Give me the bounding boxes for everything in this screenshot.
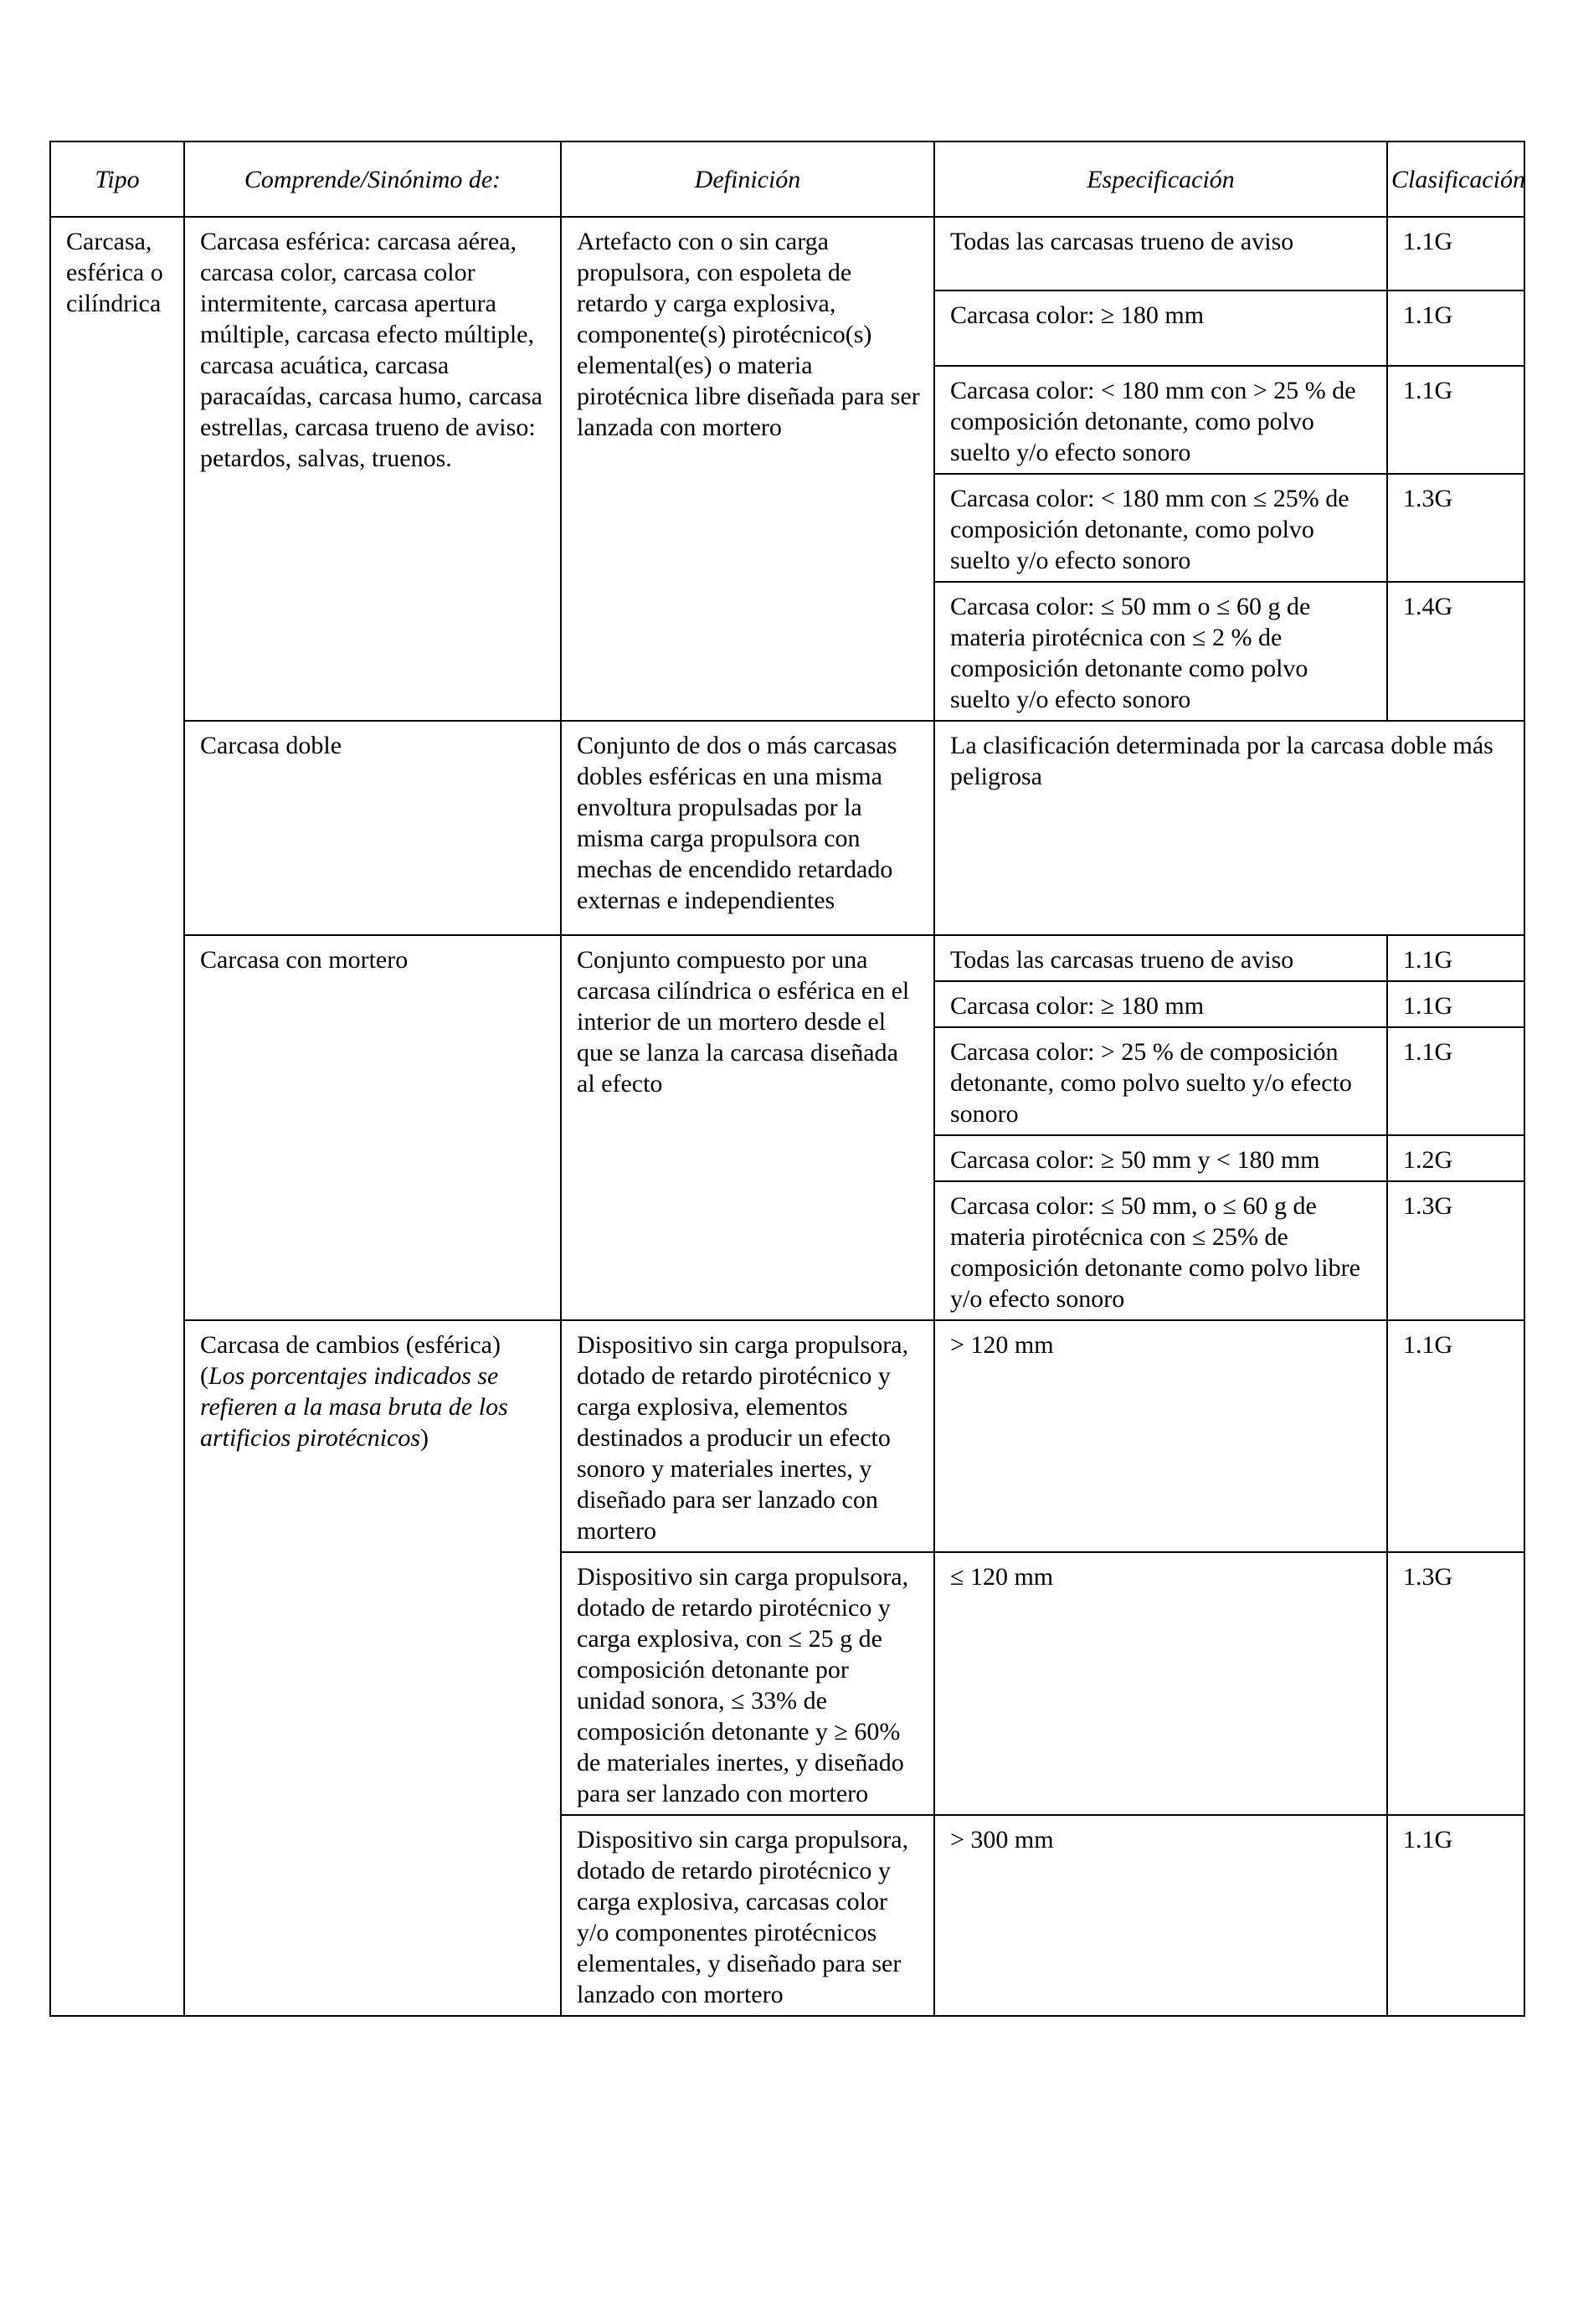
spec-cell: Carcasa color: < 180 mm con ≤ 25% de composición detonante, como polvo suelto y/o efecto sonoro [934, 474, 1387, 582]
header-tipo: Tipo [50, 141, 184, 217]
spec-cell: > 300 mm [934, 1815, 1387, 2016]
tipo-cell: Carcasa, esférica o cilíndrica [50, 217, 184, 2016]
note-italic-text: Los porcentajes indicados se refieren a la masa bruta de los artificios pirotécnicos [200, 1362, 508, 1452]
spec-cell: Todas las carcasas trueno de aviso [934, 217, 1387, 290]
clasificacion-cell: 1.1G [1387, 217, 1524, 290]
clasificacion-cell: 1.4G [1387, 582, 1524, 721]
table-row [50, 217, 1524, 290]
header-clasificacion: Clasificación [1387, 141, 1524, 217]
header-definicion: Definición [561, 141, 934, 217]
comprende-cell: Carcasa con mortero [184, 935, 561, 1320]
comprende-cell: Carcasa esférica: carcasa aérea, carcasa color, carcasa color intermitente, carcasa apertura múltiple, carcasa efecto múltiple, carcasa acuática, carcasa paracaídas, carcasa humo, carcasa estrellas, carcasa trueno de aviso: petardos, salvas, truenos. [184, 217, 561, 721]
definicion-cell: Conjunto de dos o más carcasas dobles esféricas en una misma envoltura propulsadas por la misma carga propulsora con mechas de encendido retardado externas e independientes [561, 721, 934, 935]
header-comprende: Comprende/Sinónimo de: [184, 141, 561, 217]
comprende-cell: Carcasa doble [184, 721, 561, 935]
table-row [50, 1320, 1524, 1552]
clasificacion-cell: 1.2G [1387, 1135, 1524, 1181]
note-open-paren: ( [200, 1362, 208, 1390]
note-close-paren: ) [420, 1424, 429, 1452]
spec-cell: Carcasa color: ≥ 180 mm [934, 981, 1387, 1027]
spec-cell: Carcasa color: ≥ 180 mm [934, 290, 1387, 366]
clasificacion-cell: 1.3G [1387, 1552, 1524, 1815]
table-row [50, 721, 1524, 935]
clasificacion-cell: 1.1G [1387, 1027, 1524, 1135]
header-row [50, 141, 1524, 217]
definicion-cell: Artefacto con o sin carga propulsora, con espoleta de retardo y carga explosiva, componente(s) pirotécnico(s) elemental(es) o materia pirotécnica libre diseñada para ser lanzada con mortero [561, 217, 934, 721]
clasificacion-cell: 1.1G [1387, 290, 1524, 366]
clasificacion-cell: 1.1G [1387, 366, 1524, 474]
comprende-note [200, 1360, 547, 1453]
spec-cell: Carcasa color: ≥ 50 mm y < 180 mm [934, 1135, 1387, 1181]
spec-cell: Carcasa color: ≤ 50 mm, o ≤ 60 g de materia pirotécnica con ≤ 25% de composición detonante como polvo libre y/o efecto sonoro [934, 1181, 1387, 1320]
merged-spec-cell: La clasificación determinada por la carcasa doble más peligrosa [934, 721, 1524, 935]
definicion-cell: Dispositivo sin carga propulsora, dotado de retardo pirotécnico y carga explosiva, elementos destinados a producir un efecto sonoro y materiales inertes, y diseñado para ser lanzado con mortero [561, 1320, 934, 1552]
classification-table [49, 141, 1525, 2017]
table-row [50, 935, 1524, 981]
definicion-cell: Dispositivo sin carga propulsora, dotado de retardo pirotécnico y carga explosiva, carcasas color y/o componentes pirotécnicos elementales, y diseñado para ser lanzado con mortero [561, 1815, 934, 2016]
definicion-cell: Dispositivo sin carga propulsora, dotado de retardo pirotécnico y carga explosiva, con ≤ 25 g de composición detonante por unidad sonora, ≤ 33% de composición detonante y ≥ 60% de materiales inertes, y diseñado para ser lanzado con mortero [561, 1552, 934, 1815]
definicion-cell: Conjunto compuesto por una carcasa cilíndrica o esférica en el interior de un mortero desde el que se lanza la carcasa diseñada al efecto [561, 935, 934, 1320]
clasificacion-cell: 1.3G [1387, 1181, 1524, 1320]
clasificacion-cell: 1.1G [1387, 935, 1524, 981]
clasificacion-cell: 1.1G [1387, 1320, 1524, 1552]
clasificacion-cell: 1.3G [1387, 474, 1524, 582]
spec-cell: Carcasa color: < 180 mm con > 25 % de composición detonante, como polvo suelto y/o efecto sonoro [934, 366, 1387, 474]
spec-cell: ≤ 120 mm [934, 1552, 1387, 1815]
comprende-title: Carcasa de cambios (esférica) [200, 1331, 501, 1359]
clasificacion-cell: 1.1G [1387, 1815, 1524, 2016]
spec-cell: Carcasa color: ≤ 50 mm o ≤ 60 g de materia pirotécnica con ≤ 2 % de composición detonante como polvo suelto y/o efecto sonoro [934, 582, 1387, 721]
header-especificacion: Especificación [934, 141, 1387, 217]
spec-cell: Todas las carcasas trueno de aviso [934, 935, 1387, 981]
spec-cell: > 120 mm [934, 1320, 1387, 1552]
clasificacion-cell: 1.1G [1387, 981, 1524, 1027]
spec-cell: Carcasa color: > 25 % de composición detonante, como polvo suelto y/o efecto sonoro [934, 1027, 1387, 1135]
comprende-cell [184, 1320, 561, 2016]
